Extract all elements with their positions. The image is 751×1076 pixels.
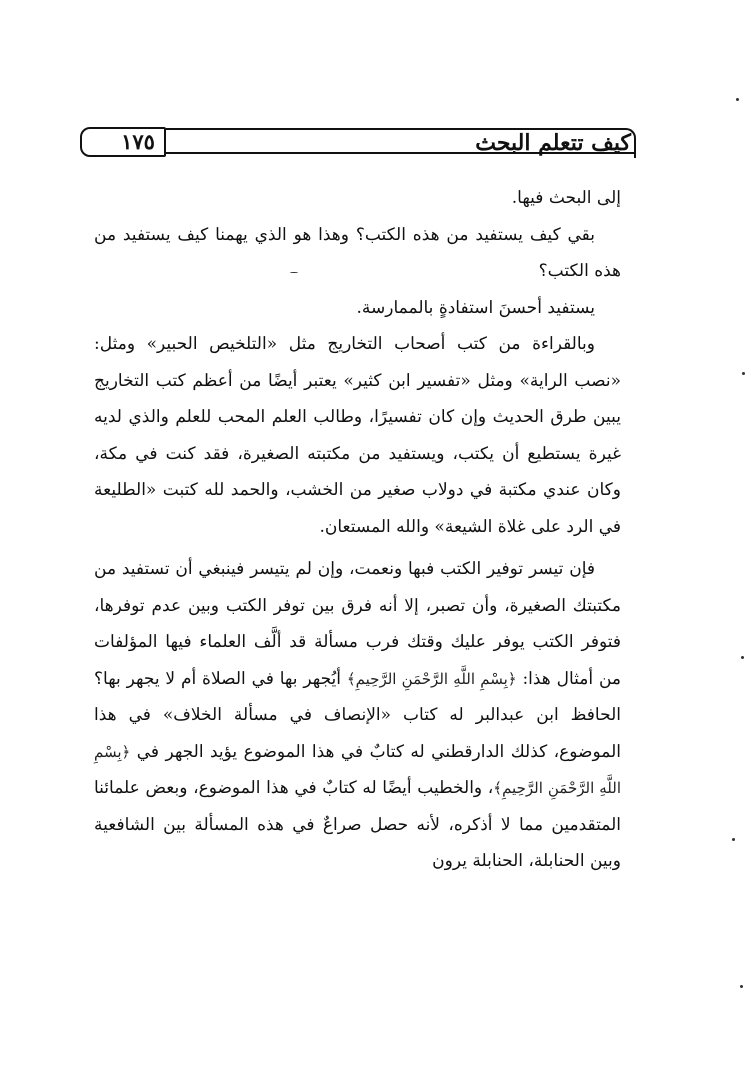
basmala-quote: ﴿بِسْمِ اللَّهِ الرَّحْمَنِ الرَّحِيمِ﴾ xyxy=(94,742,622,797)
paragraph-books xyxy=(94,551,621,880)
page-number: ١٧٥ xyxy=(121,129,155,154)
paragraph-continuation: إلى البحث فيها. xyxy=(511,188,621,208)
scan-speck xyxy=(740,985,743,988)
paragraph-books-cont: أيُجهر بها في الصلاة أم لا يجهر بها؟ الحافظ ابن عبدالبر له كتاب «الإنصاف في مسألة الخلاف» في هذا الموضوع، كذلك الدارقطني له كتابٌ في هذا الموضوع يؤيد الجهر في xyxy=(94,668,621,762)
scan-speck xyxy=(741,656,744,659)
scan-speck xyxy=(732,838,735,841)
paragraph-reading: وبالقراءة من كتب أصحاب التخاريج مثل «التلخيص الحبير» ومثل: «نصب الراية» ومثل «تفسير ابن كثير» يعتبر أيضًا من أعظم كتب التخاريج يبين طرق الحديث وإن كان تفسيرًا، وطالب العلم المحب للعلم والذي لديه غيرة يستطيع أن يكتب، ويستفيد من مكتبته الصغيرة، فقد كنت في مكة، وكان عندي مكتبة في دولاب صغير من الخشب، والحمد لله كتبت «الطليعة في الرد على غلاة الشيعة» والله المستعان. xyxy=(94,334,621,537)
scan-speck xyxy=(736,98,739,101)
paragraph-answer: يستفيد أحسنَ استفادةٍ بالممارسة. xyxy=(356,297,595,318)
body-text xyxy=(94,180,621,880)
basmala-quote: ﴿بِسْمِ اللَّهِ الرَّحْمَنِ الرَّحِيمِ﴾ xyxy=(346,669,517,688)
paragraph-question: بقي كيف يستفيد من هذه الكتب؟ وهذا هو الذي يهمنا كيف يستفيد من هذه الكتب؟ xyxy=(94,224,621,281)
scan-speck xyxy=(742,372,745,375)
scan-speck xyxy=(290,272,298,273)
paragraph-books-end: ، والخطيب أيضًا له كتابٌ في هذا الموضوع، وبعض علمائنا المتقدمين مما لا أذكره، لأنه حصل صراعٌ في هذه المسألة بين الشافعية وبين الحنابلة، الحنابلة يرون xyxy=(94,778,621,871)
paragraph-books-text: فإن تيسر توفير الكتب فبها ونعمت، وإن لم يتيسر فينبغي أن تستفيد من مكتبتك الصغيرة، وأن تصبر، إلا أنه فرق بين توفر الكتب وبين عدم توفرها، فتوفر الكتب يوفر عليك وقتك فرب مسألة قد ألَّف العلماء فيها المؤلفات من أمثال هذا: xyxy=(94,559,622,689)
running-title: كيف تتعلم البحث xyxy=(475,130,631,156)
